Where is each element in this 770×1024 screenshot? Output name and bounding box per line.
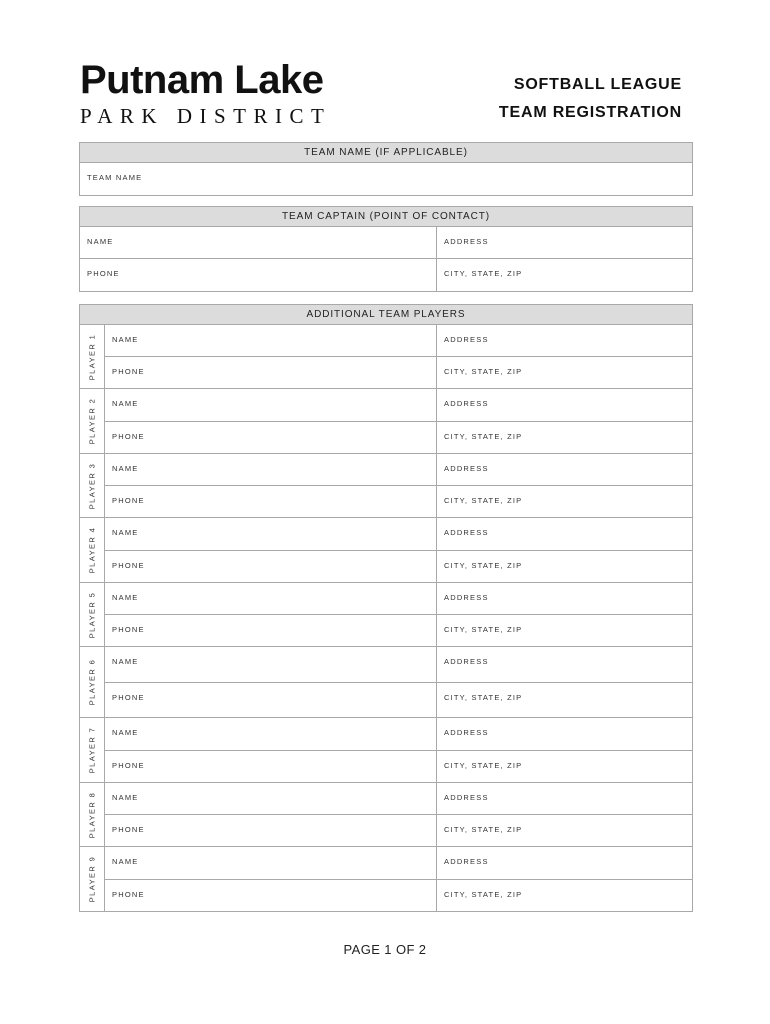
captain-address-label: ADDRESS [444,237,489,246]
players-section [79,304,693,912]
player-name-label: NAME [112,335,139,344]
player-block [80,454,692,518]
player-city-field[interactable] [437,751,692,783]
player-address-label: ADDRESS [444,528,489,537]
captain-heading: TEAM CAPTAIN (POINT OF CONTACT) [80,207,692,227]
players-heading: ADDITIONAL TEAM PLAYERS [80,305,692,325]
player-address-label: ADDRESS [444,793,489,802]
team-name-heading: TEAM NAME (IF APPLICABLE) [80,143,692,163]
player-side-label [80,647,105,717]
player-name-field[interactable] [105,454,437,485]
player-address-field[interactable] [437,718,692,750]
player-side-label [80,325,105,388]
player-label: PLAYER 9 [87,855,97,903]
player-city-label: CITY, STATE, ZIP [444,496,523,505]
player-phone-field[interactable] [105,422,437,454]
player-phone-field[interactable] [105,880,437,912]
player-block [80,325,692,389]
player-row-1 [105,389,692,422]
document-title-line1: SOFTBALL LEAGUE [513,76,682,93]
player-city-label: CITY, STATE, ZIP [444,825,523,834]
player-city-label: CITY, STATE, ZIP [444,692,523,702]
player-phone-field[interactable] [105,683,437,718]
player-row-2 [105,357,692,388]
player-label: PLAYER 8 [87,791,97,838]
player-phone-field[interactable] [105,615,437,646]
player-side-label [80,783,105,846]
player-label: PLAYER 5 [87,591,97,638]
player-address-label: ADDRESS [444,464,489,473]
player-side-label [80,718,105,782]
player-row-2 [105,751,692,783]
player-fields [105,454,692,517]
player-block [80,583,692,647]
player-city-field[interactable] [437,486,692,517]
player-phone-label: PHONE [112,367,145,376]
player-label: PLAYER 7 [87,726,97,774]
captain-name-label: NAME [87,237,114,246]
org-name: Putnam Lake [80,58,324,102]
player-fields [105,647,692,717]
player-address-field[interactable] [437,389,692,421]
player-phone-label: PHONE [112,825,145,834]
player-row-1 [105,647,692,683]
player-phone-label: PHONE [112,692,145,702]
player-name-label: NAME [112,593,139,602]
player-address-label: ADDRESS [444,657,489,666]
player-label: PLAYER 3 [87,462,97,509]
player-block [80,783,692,847]
player-row-2 [105,683,692,718]
captain-city-label: CITY, STATE, ZIP [444,269,523,278]
player-row-1 [105,847,692,880]
captain-address-field[interactable] [437,227,692,258]
player-fields [105,389,692,453]
player-phone-label: PHONE [112,760,145,770]
player-address-label: ADDRESS [444,399,489,408]
player-side-label [80,389,105,453]
player-row-2 [105,615,692,646]
player-city-field[interactable] [437,615,692,646]
player-name-field[interactable] [105,647,437,682]
player-name-field[interactable] [105,718,437,750]
player-name-label: NAME [112,857,139,866]
player-address-field[interactable] [437,647,692,682]
player-phone-label: PHONE [112,625,145,634]
player-city-label: CITY, STATE, ZIP [444,560,523,570]
player-city-label: CITY, STATE, ZIP [444,367,523,376]
player-phone-field[interactable] [105,751,437,783]
player-name-label: NAME [112,528,139,537]
player-block [80,718,692,783]
player-city-field[interactable] [437,880,692,912]
player-side-label [80,583,105,646]
player-name-field[interactable] [105,518,437,550]
player-side-label [80,454,105,517]
player-fields [105,325,692,388]
captain-name-field[interactable] [80,227,437,258]
player-name-label: NAME [112,657,139,666]
player-phone-label: PHONE [112,889,145,899]
player-address-label: ADDRESS [444,335,489,344]
captain-row-2 [80,259,692,291]
player-row-2 [105,486,692,517]
captain-row-1 [80,227,692,259]
player-row-2 [105,422,692,454]
player-city-label: CITY, STATE, ZIP [444,625,523,634]
team-name-label: TEAM NAME [87,173,143,182]
player-city-label: CITY, STATE, ZIP [444,431,523,441]
player-address-field[interactable] [437,583,692,614]
player-city-field[interactable] [437,357,692,388]
document-title-line2: TEAM REGISTRATION [498,104,682,121]
player-fields [105,518,692,582]
player-address-field[interactable] [437,847,692,879]
page-number: PAGE 1 OF 2 [343,942,427,957]
player-row-1 [105,718,692,751]
player-phone-field[interactable] [105,357,437,388]
player-phone-field[interactable] [105,551,437,583]
org-subtitle: PARK DISTRICT [80,104,332,128]
player-fields [105,783,692,846]
player-address-label: ADDRESS [444,593,489,602]
player-side-label [80,518,105,582]
captain-section [79,206,693,292]
player-label: PLAYER 4 [87,526,97,574]
player-fields [105,718,692,782]
captain-phone-label: PHONE [87,269,120,278]
player-name-field[interactable] [105,783,437,814]
player-address-label: ADDRESS [444,857,489,866]
player-row-1 [105,454,692,486]
player-name-label: NAME [112,793,139,802]
player-phone-field[interactable] [105,486,437,517]
player-name-label: NAME [112,728,139,737]
captain-city-field[interactable] [437,259,692,291]
player-phone-field[interactable] [105,815,437,846]
player-phone-label: PHONE [112,560,145,570]
player-city-label: CITY, STATE, ZIP [444,889,523,899]
player-row-2 [105,880,692,912]
player-label: PLAYER 6 [87,658,97,706]
player-fields [105,583,692,646]
player-name-label: NAME [112,464,139,473]
player-name-label: NAME [112,399,139,408]
player-block [80,518,692,583]
player-city-label: CITY, STATE, ZIP [444,760,523,770]
player-label: PLAYER 2 [87,397,97,445]
player-row-2 [105,815,692,846]
player-row-1 [105,583,692,615]
player-address-field[interactable] [437,783,692,814]
player-row-1 [105,325,692,357]
player-block [80,847,692,911]
player-name-field[interactable] [105,325,437,356]
player-block [80,389,692,454]
player-row-1 [105,518,692,551]
player-row-1 [105,783,692,815]
player-name-field[interactable] [105,847,437,879]
team-name-field[interactable] [80,163,692,195]
player-row-2 [105,551,692,583]
player-block [80,647,692,718]
captain-phone-field[interactable] [80,259,437,291]
players-list [80,325,692,911]
player-label: PLAYER 1 [87,333,97,380]
player-fields [105,847,692,911]
player-city-field[interactable] [437,815,692,846]
player-city-field[interactable] [437,551,692,583]
player-city-field[interactable] [437,683,692,718]
player-side-label [80,847,105,911]
player-address-field[interactable] [437,518,692,550]
player-city-field[interactable] [437,422,692,454]
player-name-field[interactable] [105,583,437,614]
player-address-label: ADDRESS [444,728,489,737]
player-address-field[interactable] [437,325,692,356]
player-phone-label: PHONE [112,431,145,441]
player-phone-label: PHONE [112,496,145,505]
team-name-section [79,142,693,196]
player-address-field[interactable] [437,454,692,485]
player-name-field[interactable] [105,389,437,421]
